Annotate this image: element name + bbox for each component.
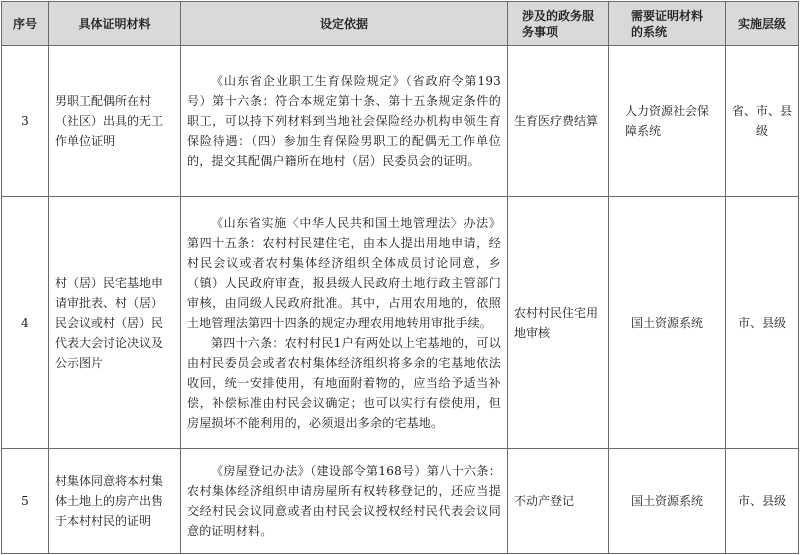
table-row	[2, 46, 799, 197]
row-level: 市、县级	[726, 197, 799, 449]
basis-paragraph: 《房屋登记办法》（建设部令第168号）第八十六条：农村集体经济组织申请房屋所有权转移登记的，还应当提交经村民会议同意或者由村民会议授权经村民代表会议同意的证明材料。	[187, 464, 501, 538]
basis-paragraph: 《山东省实施〈中华人民共和国土地管理法〉办法》第四十五条：农村村民建住宅，由本人提出用地申请，经村民会议或者农村集体经济组织全体成员讨论同意，乡（镇）人民政府审查，报县级人民政府土地行政主管部门审核，由同级人民政府批准。其中，占用农用地的，依照土地管理法第四十四条的规定办理农用地转用审批手续。	[187, 215, 501, 330]
row-number: 4	[2, 197, 49, 449]
row-material: 村（居）民宅基地申请审批表、村（居）民会议或村（居）民代表大会讨论决议及公示图片	[49, 197, 181, 449]
row-level: 省、市、县级	[726, 46, 799, 197]
table-header-row	[2, 2, 799, 46]
row-basis	[181, 449, 508, 554]
row-system: 国土资源系统	[609, 449, 726, 554]
row-basis	[181, 197, 508, 449]
header-system: 需要证明材料的系统	[609, 2, 726, 46]
row-service: 生育医疗费结算	[508, 46, 609, 197]
header-level: 实施层级	[726, 2, 799, 46]
row-material: 村集体同意将本村集体土地上的房产出售于本村村民的证明	[49, 449, 181, 554]
header-service: 涉及的政务服务事项	[508, 2, 609, 46]
header-no: 序号	[2, 2, 49, 46]
header-material: 具体证明材料	[49, 2, 181, 46]
row-number: 3	[2, 46, 49, 197]
basis-paragraph: 第四十六条：农村村民1户有两处以上宅基地的，可以由村民委员会或者农村集体经济组织将多余的宅基地依法收回，统一安排使用，有地面附着物的，应当给予适当补偿，补偿标准由村民会议确定；也可以实行有偿使用，但房屋损坏不能利用的，必须退出多余的宅基地。	[187, 335, 501, 430]
row-system: 国土资源系统	[609, 197, 726, 449]
basis-paragraph: 《山东省企业职工生育保险规定》（省政府令第193号）第十六条：符合本规定第十条、第十五条规定条件的职工，可以持下列材料到当地社会保险经办机构申领生育保险待遇：（四）参加生育保险男职工的配偶无工作单位的，提交其配偶户籍所在地村（居）民委员会的证明。	[187, 74, 501, 168]
table-row	[2, 449, 799, 554]
header-basis: 设定依据	[181, 2, 508, 46]
row-level: 市、县级	[726, 449, 799, 554]
row-service: 农村村民住宅用地审核	[508, 197, 609, 449]
row-basis	[181, 46, 508, 197]
row-material: 男职工配偶所在村（社区）出具的无工作单位证明	[49, 46, 181, 197]
table-row	[2, 197, 799, 449]
row-service: 不动产登记	[508, 449, 609, 554]
row-number: 5	[2, 449, 49, 554]
certification-table	[1, 1, 799, 554]
row-system: 人力资源社会保障系统	[609, 46, 726, 197]
